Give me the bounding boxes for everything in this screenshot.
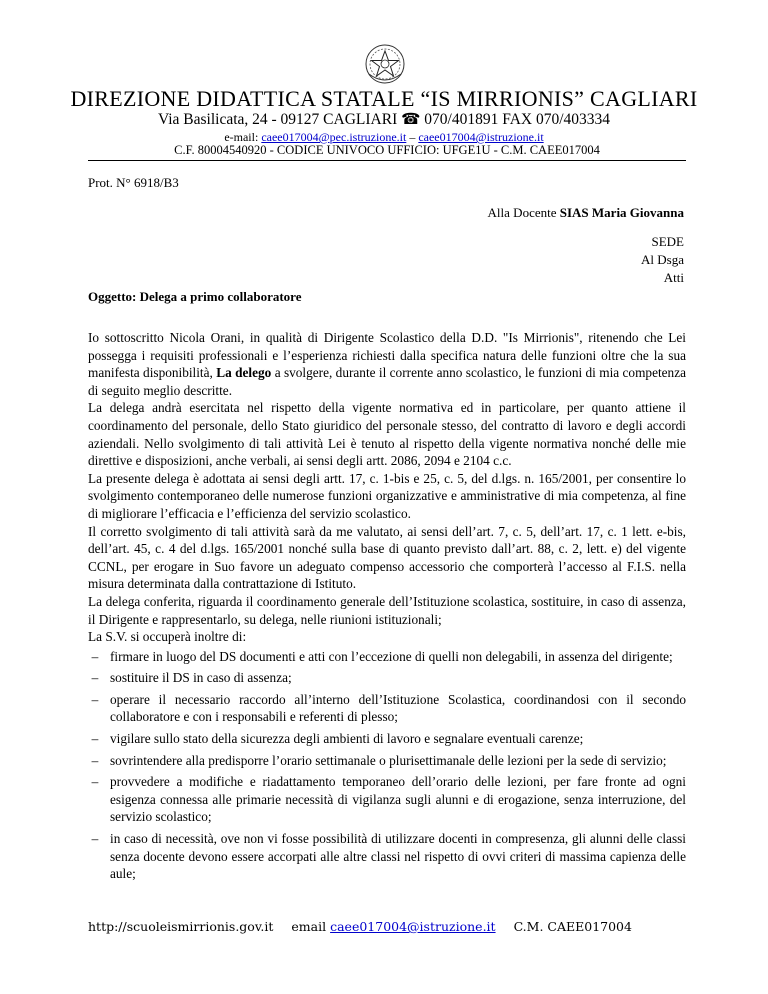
list-item xyxy=(88,773,686,826)
list-item xyxy=(88,730,686,748)
dash-bullet: – xyxy=(91,774,99,790)
list-item xyxy=(88,691,686,726)
page-footer xyxy=(88,919,646,934)
dash-bullet: – xyxy=(91,731,99,747)
dash-bullet: – xyxy=(91,648,99,664)
paragraph-6: La S.V. si occuperà inoltre di: xyxy=(88,629,247,645)
list-item-text: sostituire il DS in caso di assenza; xyxy=(110,670,292,686)
paragraph-4: Il corretto svolgimento di tali attività sarà da me valutato, ai sensi dell’art. 7, c. 5, dell’art. 17, c. 1 lett. e-bis, dell’art. 45, c. 4 del d.lgs. 165/2001 nonché sulla base di quanto previsto dall’art. 88, c. 2, lett. e) del vigente CCNL, per erogare in Suo favore un adeguato compenso accessorio che comporterà l’accesso al F.I.S. nella misura determinata dalla contrattazione di Istituto. xyxy=(88,523,686,592)
list-item-text: operare il necessario raccordo all’interno dell’Istituzione Scolastica, coordinandosi con il secondo collaboratore e con i responsabili e referenti di plesso; xyxy=(110,691,686,725)
delegation-emphasis: La delego xyxy=(216,365,272,381)
footer-email-link[interactable]: caee017004@istruzione.it xyxy=(330,919,496,934)
list-item xyxy=(88,830,686,883)
destinations xyxy=(641,233,684,287)
list-item-text: provvedere a modifiche e riadattamento temporaneo dell’orario delle lezioni, per fare fronte ad ogni esigenza connessa alle primarie necessità di vigilanza sugli alunni e di erogazione, senza interruzione, del servizio scolastico; xyxy=(110,774,686,825)
duties-list xyxy=(88,648,686,883)
destination-item: Al Dsga xyxy=(641,252,684,267)
paragraph-5: La delega conferita, riguarda il coordinamento generale dell’Istituzione scolastica, sostituire, in caso di assenza, il Dirigente e rappresentarlo, su delega, nelle riunioni istituzionali; xyxy=(88,593,686,627)
email-separator: – xyxy=(409,130,416,144)
list-item-text: in caso di necessità, ove non vi fosse possibilità di utilizzare docenti in compresenza, gli alunni delle classi senza docente devono essere accorpati alle altre classi nel rispetto di ovvi criteri di massima capienza delle aule; xyxy=(110,831,686,882)
school-address: Via Basilicata, 24 - 09127 CAGLIARI xyxy=(157,111,398,128)
pec-email-link[interactable]: caee017004@pec.istruzione.it xyxy=(261,130,407,144)
email-label: e-mail: xyxy=(224,130,259,144)
footer-email-group xyxy=(291,919,495,934)
fiscal-code-line: C.F. 80004540920 - CODICE UNIVOCO UFFICIO: UFGE1U - C.M. CAEE017004 xyxy=(88,143,686,161)
footer-website[interactable]: http://scuoleismirrionis.gov.it xyxy=(88,919,274,934)
dash-bullet: – xyxy=(91,691,99,707)
list-item-text: sovrintendere alla predisporre l’orario settimanale o plurisettimanale delle lezioni per la sede di servizio; xyxy=(110,752,667,768)
paragraph-1-start: Io sottoscritto Nicola Orani, in qualità di Dirigente Scolastico della D.D. "Is Mirrionis", ritenendo che Lei possegga i requisiti professionali e l’esperienza richiesti dalla specifica natura delle funzioni oltre che la sua manifesta disponibilità, xyxy=(88,330,686,381)
paragraph-1-end: a svolgere, durante il corrente anno scolastico, le funzioni di mia competenza di seguito meglio descritte. xyxy=(88,365,687,398)
dash-bullet: – xyxy=(91,670,99,686)
dash-bullet: – xyxy=(91,752,99,768)
footer-email-label: email xyxy=(291,919,327,934)
school-email-link[interactable]: caee017004@istruzione.it xyxy=(418,130,544,144)
recipient-name: SIAS Maria Giovanna xyxy=(559,205,684,220)
destination-item: Atti xyxy=(663,270,684,285)
dash-bullet: – xyxy=(91,831,99,847)
recipient-prefix: Alla Docente xyxy=(487,205,557,220)
list-item xyxy=(88,648,686,666)
list-item xyxy=(88,669,686,687)
letter-subject: Oggetto: Delega a primo collaboratore xyxy=(88,289,302,304)
paragraph-1 xyxy=(88,329,686,399)
telephone-icon: ☎ xyxy=(401,111,421,128)
list-item xyxy=(88,752,686,770)
phone-fax: 070/401891 FAX 070/403334 xyxy=(424,111,611,128)
paragraph-3: La presente delega è adottata ai sensi degli artt. 17, c. 1-bis e 25, c. 5, del d.lgs. n. 165/2001, per consentire lo svolgimento contemporaneo delle numerose funzioni organizzative e amministrative di mia competenza, al fine di migliorare l’efficacia e l’efficienza del servizio scolastico. xyxy=(88,470,686,521)
protocol-number: Prot. N° 6918/B3 xyxy=(88,175,179,190)
paragraph-2: La delega andrà esercitata nel rispetto della vigente normativa ed in particolare, per quanto attiene il coordinamento del personale, dello Stato giuridico del personale stesso, del contratto di lavoro e degli accordi aziendali. Nello svolgimento di tali attività Lei è tenuto al rispetto della vigente normativa nonché delle mie direttive e disposizioni, anche verbali, ai sensi degli artt. 2086, 2094 e 2104 c.c. xyxy=(88,400,686,469)
footer-cm: C.M. CAEE017004 xyxy=(513,919,632,934)
school-address-line xyxy=(0,110,768,129)
recipient xyxy=(488,204,684,222)
list-item-text: vigilare sullo stato della sicurezza degli ambienti di lavoro e segnalare eventuali carenze; xyxy=(110,731,584,747)
list-item-text: firmare in luogo del DS documenti e atti con l’eccezione di quelli non delegabili, in assenza del dirigente; xyxy=(110,648,673,664)
italian-republic-emblem-icon xyxy=(363,40,407,88)
destination-item: SEDE xyxy=(651,234,684,249)
school-name: DIREZIONE DIDATTICA STATALE “IS MIRRIONIS” CAGLIARI xyxy=(70,86,698,111)
letter-body xyxy=(88,329,686,887)
